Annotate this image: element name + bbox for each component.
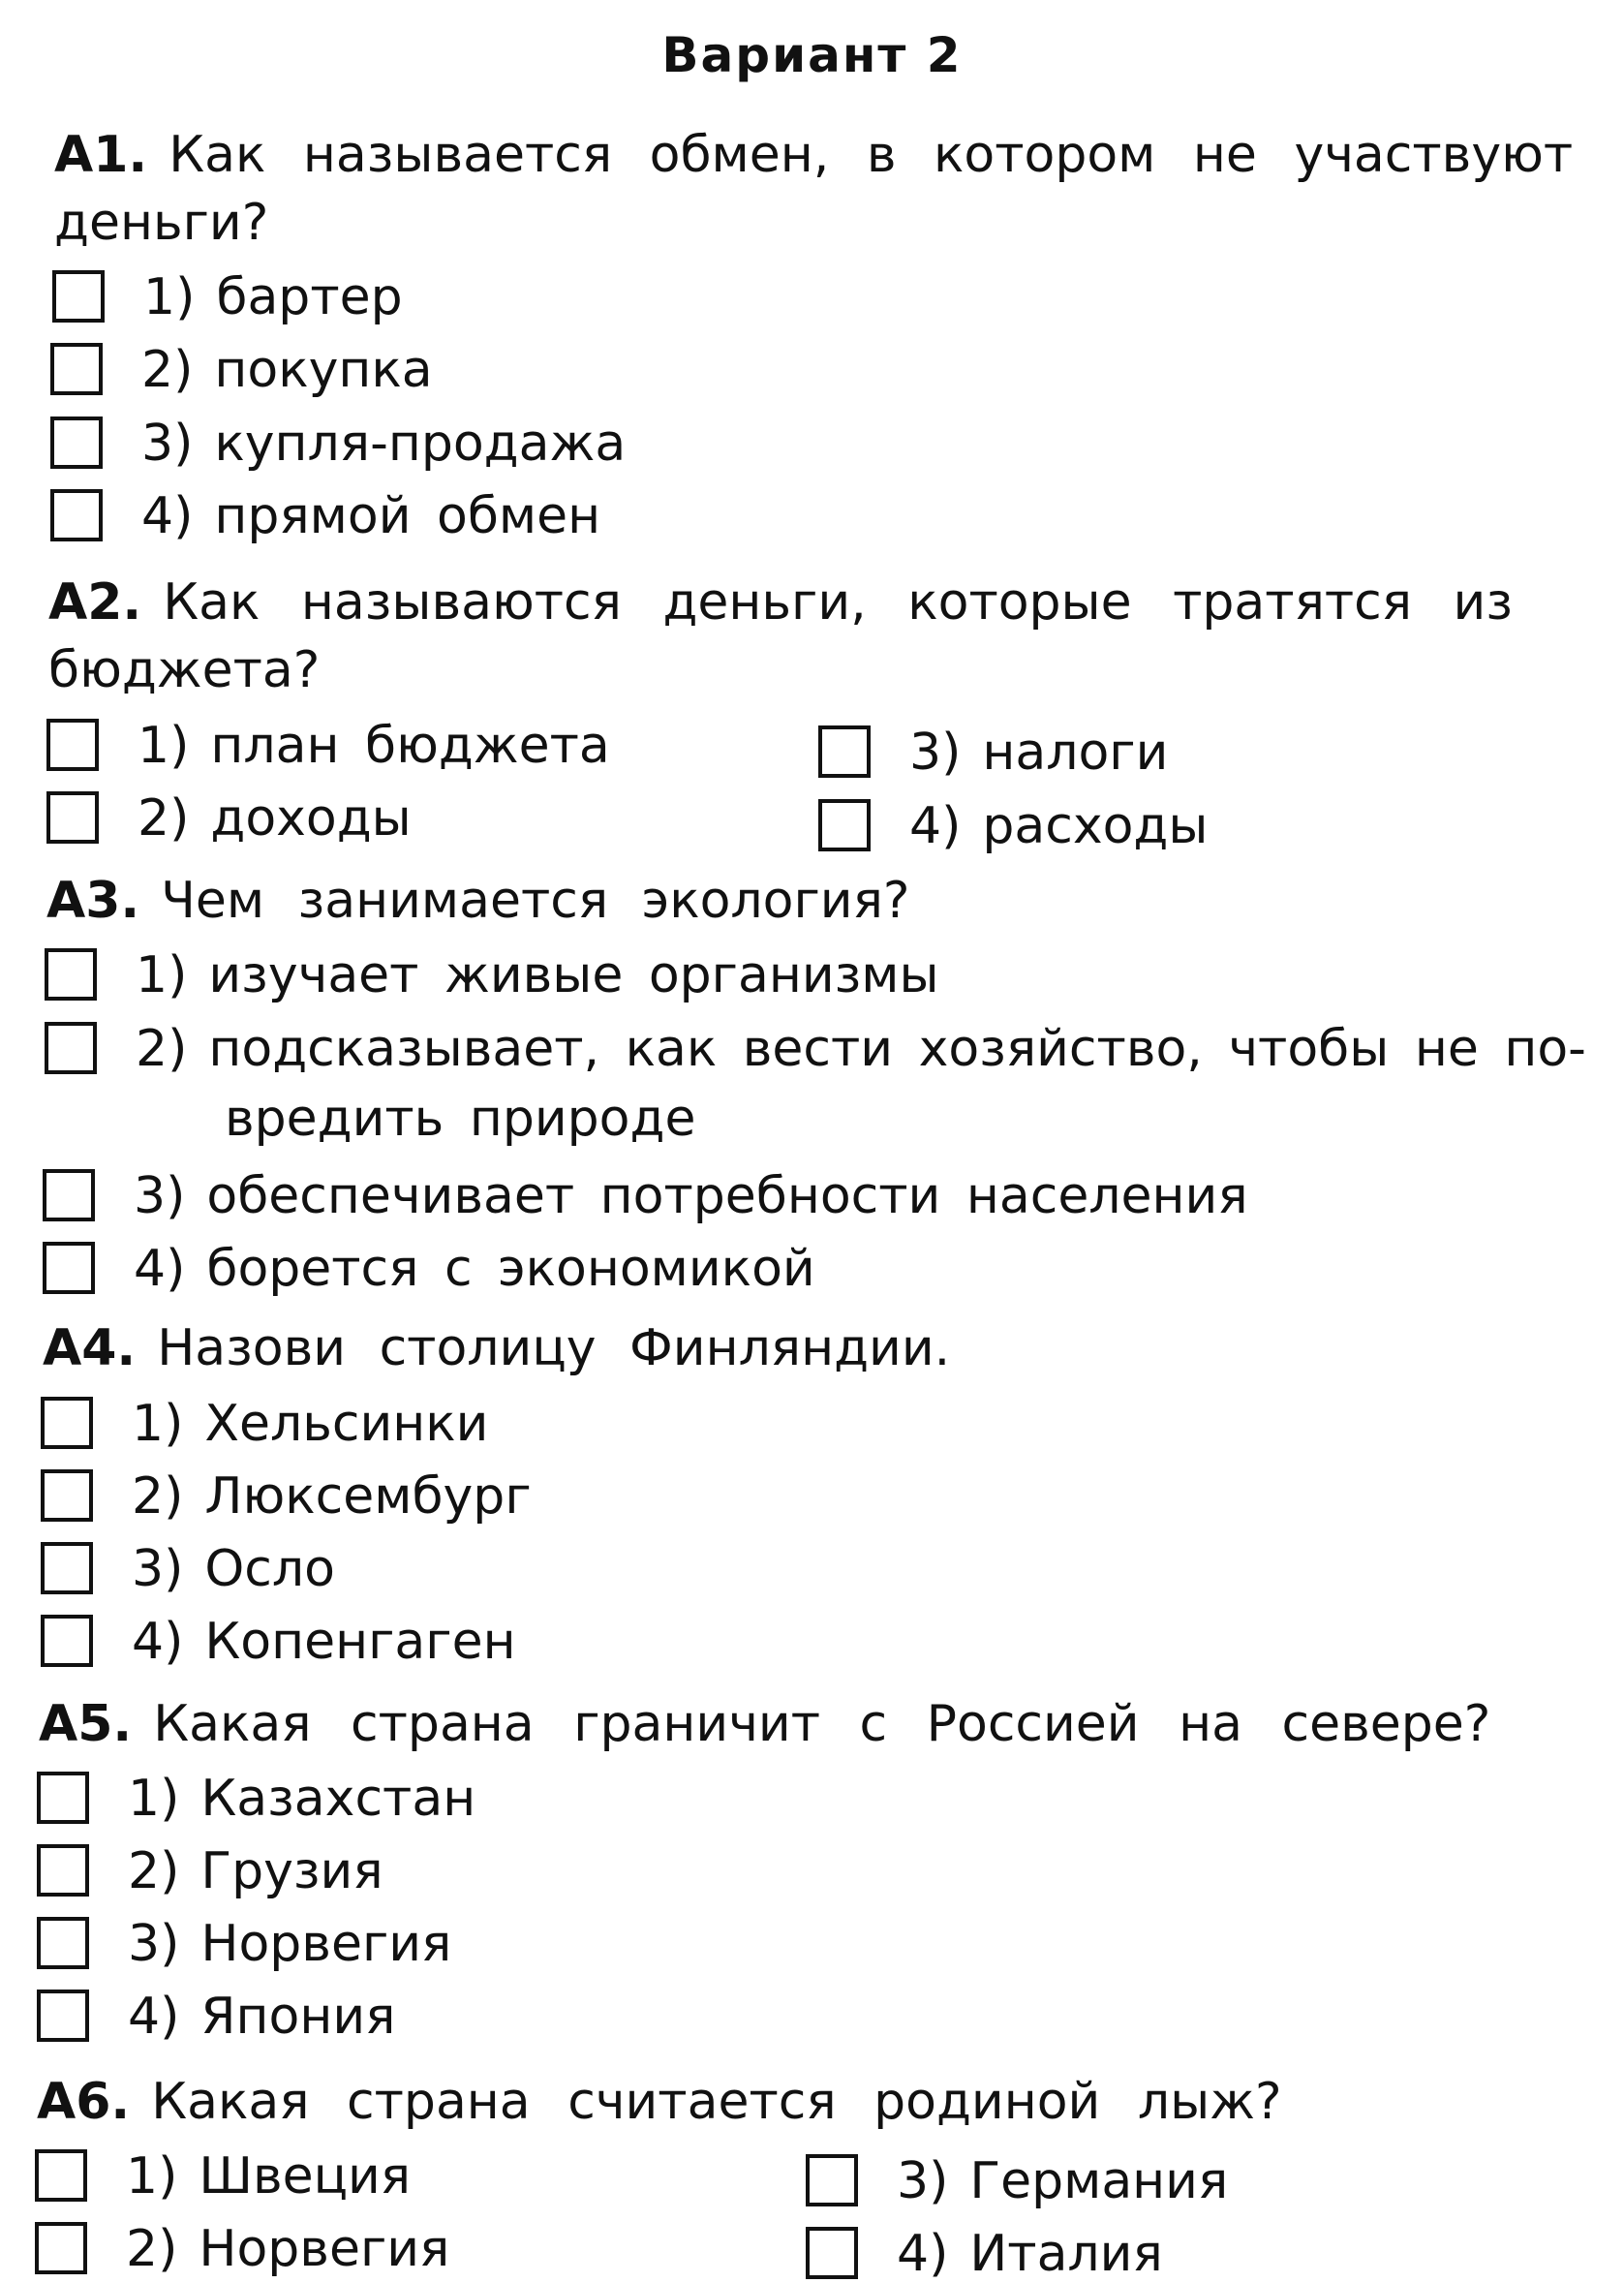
- option-number: 2): [128, 1842, 180, 1900]
- option-number: 4): [134, 1240, 186, 1298]
- option-text: подсказывает, как вести хозяйство, чтобы не по-: [208, 1020, 1586, 1078]
- option-a2-2: [46, 789, 412, 848]
- option-number: 2): [132, 1467, 184, 1526]
- option-number: 4): [141, 487, 194, 545]
- answer-checkbox[interactable]: [806, 2227, 858, 2279]
- option-a3-4: [43, 1240, 815, 1298]
- option-a1-3: [50, 415, 626, 473]
- option-a5-1: [37, 1770, 475, 1828]
- option-text: борется с экономикой: [206, 1240, 815, 1298]
- option-number: 1): [143, 268, 196, 326]
- answer-checkbox[interactable]: [37, 1844, 89, 1897]
- question-number: А3.: [46, 872, 140, 930]
- option-a4-1: [41, 1395, 488, 1453]
- option-number: 3): [909, 724, 962, 782]
- option-number: 3): [897, 2152, 949, 2210]
- option-a5-3: [37, 1915, 451, 1973]
- option-a6-4: [806, 2225, 1163, 2283]
- answer-checkbox[interactable]: [35, 2222, 87, 2274]
- option-text: прямой обмен: [214, 487, 601, 545]
- question-number: А6.: [37, 2073, 131, 2131]
- option-number: 1): [138, 717, 190, 775]
- option-number: 1): [126, 2147, 178, 2206]
- answer-checkbox[interactable]: [41, 1469, 93, 1522]
- option-number: 1): [128, 1770, 180, 1828]
- option-text: Италия: [969, 2225, 1163, 2283]
- question-number: А2.: [48, 573, 142, 632]
- option-number: 4): [909, 797, 962, 855]
- option-a2-3: [818, 724, 1168, 782]
- answer-checkbox[interactable]: [52, 270, 105, 323]
- option-number: 4): [128, 1988, 180, 2046]
- option-number: 3): [132, 1540, 184, 1598]
- option-a1-4: [50, 487, 600, 545]
- option-number: 2): [141, 341, 194, 399]
- question-text: Назови столицу Финляндии.: [157, 1319, 951, 1377]
- answer-checkbox[interactable]: [45, 948, 97, 1001]
- option-a1-1: [52, 268, 403, 326]
- answer-checkbox[interactable]: [41, 1397, 93, 1449]
- option-number: 1): [132, 1395, 184, 1453]
- answer-checkbox[interactable]: [818, 725, 871, 778]
- answer-checkbox[interactable]: [43, 1169, 95, 1221]
- option-a3-2: [45, 1020, 1586, 1078]
- question-a5: [39, 1695, 1490, 1753]
- answer-checkbox[interactable]: [50, 416, 103, 469]
- option-text: Германия: [969, 2152, 1229, 2210]
- option-a4-3: [41, 1540, 335, 1598]
- answer-checkbox[interactable]: [818, 799, 871, 851]
- option-text: налоги: [982, 724, 1169, 782]
- question-a2: [48, 573, 1513, 632]
- answer-checkbox[interactable]: [37, 1990, 89, 2042]
- option-number: 2): [138, 789, 190, 848]
- question-text: Чем занимается экология?: [161, 872, 910, 930]
- option-text: покупка: [214, 341, 433, 399]
- option-text: расходы: [982, 797, 1209, 855]
- question-a1: [54, 126, 1573, 184]
- option-a3-1: [45, 946, 939, 1004]
- option-number: 1): [136, 946, 188, 1004]
- option-text: купля-продажа: [214, 415, 627, 473]
- option-text: Япония: [200, 1988, 396, 2046]
- option-text: Норвегия: [200, 1915, 452, 1973]
- answer-checkbox[interactable]: [37, 1917, 89, 1969]
- option-number: 3): [141, 415, 194, 473]
- answer-checkbox[interactable]: [806, 2154, 858, 2206]
- answer-checkbox[interactable]: [43, 1242, 95, 1294]
- option-a5-4: [37, 1988, 395, 2046]
- option-number: 2): [126, 2220, 178, 2278]
- option-a6-1: [35, 2147, 411, 2206]
- option-number: 3): [128, 1915, 180, 1973]
- option-text: Казахстан: [200, 1770, 476, 1828]
- option-a4-4: [41, 1613, 516, 1671]
- question-a6: [37, 2073, 1282, 2131]
- option-text-cont: вредить природе: [225, 1090, 696, 1148]
- option-text: Люксембург: [204, 1467, 532, 1526]
- option-number: 3): [134, 1167, 186, 1225]
- option-text: Копенгаген: [204, 1613, 516, 1671]
- option-text: Осло: [204, 1540, 335, 1598]
- question-a4: [43, 1319, 950, 1377]
- question-number: А4.: [43, 1319, 137, 1377]
- answer-checkbox[interactable]: [46, 791, 99, 844]
- option-text: Швеция: [199, 2147, 412, 2206]
- answer-checkbox[interactable]: [37, 1772, 89, 1824]
- page-title: Вариант 2: [661, 27, 963, 83]
- question-text-cont: бюджета?: [48, 641, 321, 699]
- question-text: Как называется обмен, в котором не участвуют: [169, 126, 1574, 184]
- option-a4-2: [41, 1467, 532, 1526]
- option-text: доходы: [210, 789, 412, 848]
- option-text: Хельсинки: [204, 1395, 489, 1453]
- question-a3: [46, 872, 909, 930]
- answer-checkbox[interactable]: [46, 719, 99, 771]
- question-text: Какая страна считается родиной лыж?: [151, 2073, 1282, 2131]
- option-text: план бюджета: [210, 717, 610, 775]
- question-text: Как называются деньги, которые тратятся из: [163, 573, 1514, 632]
- option-text: обеспечивает потребности населения: [206, 1167, 1248, 1225]
- option-a1-2: [50, 341, 433, 399]
- option-number: 4): [132, 1613, 184, 1671]
- option-a5-2: [37, 1842, 383, 1900]
- answer-checkbox[interactable]: [45, 1022, 97, 1074]
- option-a6-2: [35, 2220, 449, 2278]
- question-text-cont: деньги?: [54, 194, 269, 252]
- question-number: А1.: [54, 126, 148, 184]
- option-text: Грузия: [200, 1842, 383, 1900]
- option-a6-3: [806, 2152, 1228, 2210]
- option-a2-1: [46, 717, 610, 775]
- option-number: 4): [897, 2225, 949, 2283]
- answer-checkbox[interactable]: [41, 1615, 93, 1667]
- option-text: бартер: [216, 268, 403, 326]
- question-text: Какая страна граничит с Россией на севере?: [153, 1695, 1491, 1753]
- option-text: изучает живые организмы: [208, 946, 939, 1004]
- question-number: А5.: [39, 1695, 133, 1753]
- option-a3-3: [43, 1167, 1248, 1225]
- answer-checkbox[interactable]: [50, 343, 103, 395]
- option-number: 2): [136, 1020, 188, 1078]
- option-a2-4: [818, 797, 1208, 855]
- answer-checkbox[interactable]: [35, 2149, 87, 2202]
- answer-checkbox[interactable]: [50, 489, 103, 541]
- option-text: Норвегия: [199, 2220, 450, 2278]
- answer-checkbox[interactable]: [41, 1542, 93, 1594]
